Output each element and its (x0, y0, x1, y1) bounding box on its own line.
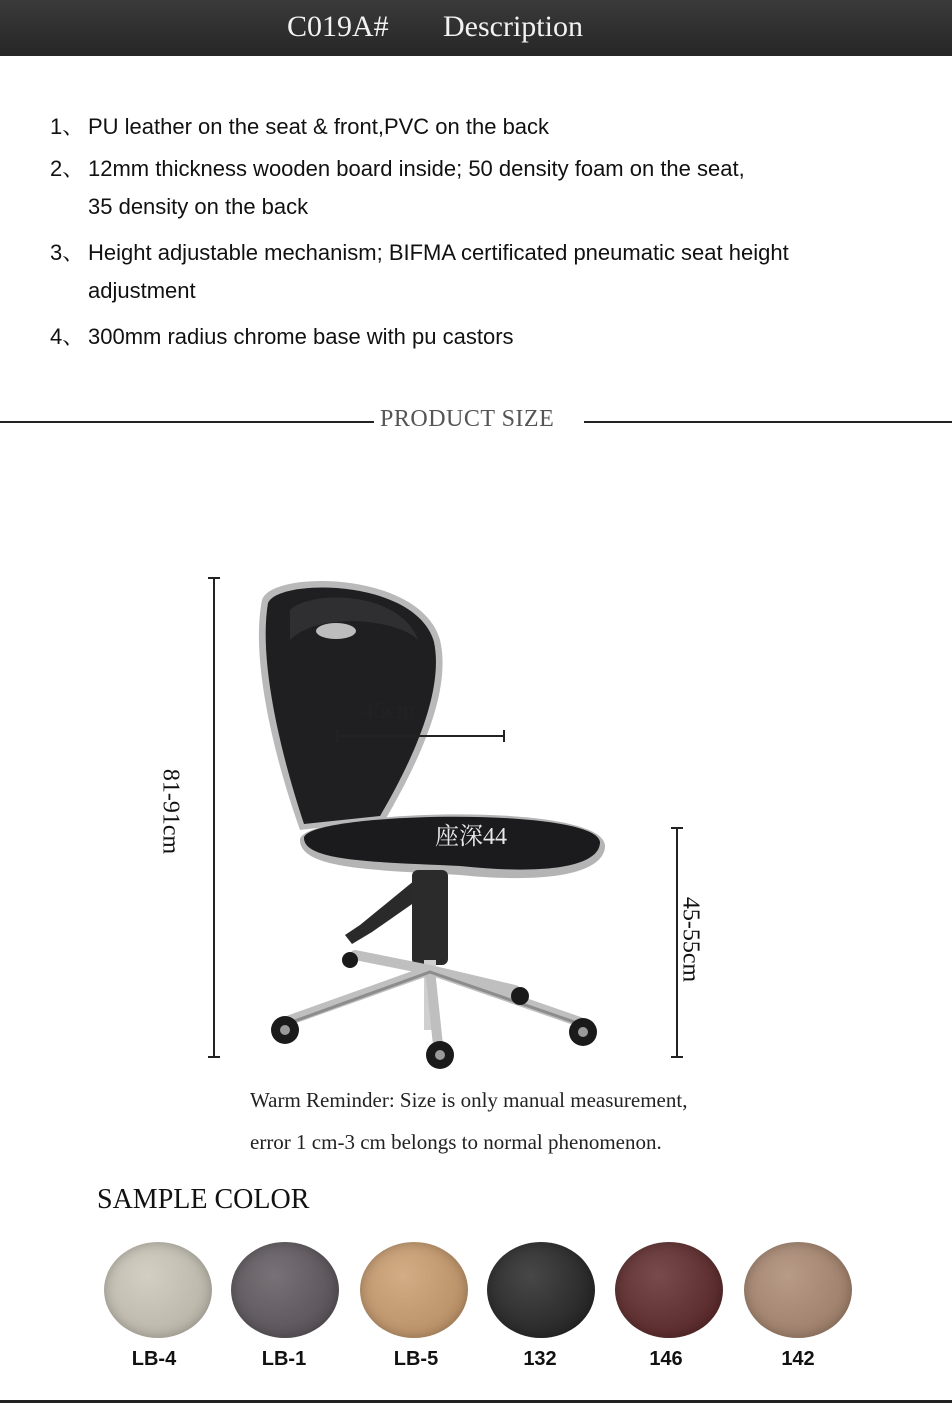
backrest-handle (316, 623, 356, 639)
reminder-line-1: Warm Reminder: Size is only manual measurement, (250, 1088, 688, 1112)
item-number: 2、 (50, 156, 85, 181)
item-text: Height adjustable mechanism; BIFMA certificated pneumatic seat height (88, 240, 789, 265)
item-number: 3、 (50, 240, 85, 265)
seat-height-label: 45-55cm (677, 896, 704, 983)
bottom-divider (0, 1400, 952, 1403)
color-swatch[interactable] (104, 1242, 212, 1338)
color-swatch[interactable] (615, 1242, 723, 1338)
item-text-continued: adjustment (88, 278, 196, 303)
seat-depth-label: 座深44 (435, 824, 507, 850)
color-swatch[interactable] (231, 1242, 339, 1338)
item-number: 1、 (50, 114, 85, 139)
swatch-label: 132 (523, 1348, 557, 1370)
model-number: C019A# (287, 10, 389, 43)
total-height-label: 81-91cm (157, 768, 184, 855)
color-swatch[interactable] (487, 1242, 595, 1338)
sample-color-title: SAMPLE COLOR (97, 1184, 310, 1215)
item-text: PU leather on the seat & front,PVC on the back (88, 114, 550, 139)
item-text: 300mm radius chrome base with pu castors (88, 324, 514, 349)
swatch-label: 146 (649, 1348, 683, 1370)
swatch-label: 142 (781, 1348, 815, 1370)
swatch-label: LB-1 (261, 1348, 307, 1370)
color-swatch[interactable] (360, 1242, 468, 1338)
chrome-base (290, 955, 580, 1045)
reminder-line-2: error 1 cm-3 cm belongs to normal phenomenon. (250, 1130, 662, 1154)
page-title: Description (443, 10, 583, 43)
total-height-dimension (208, 578, 220, 1057)
product-size-title: PRODUCT SIZE (380, 406, 555, 432)
back-width-label: 45cm (362, 698, 416, 724)
swatch-label: LB-4 (131, 1348, 177, 1370)
item-text: 12mm thickness wooden board inside; 50 density foam on the seat, (88, 156, 745, 181)
item-text-continued: 35 density on the back (88, 194, 309, 219)
color-swatch[interactable] (744, 1242, 852, 1338)
swatch-label: LB-5 (393, 1348, 439, 1370)
item-number: 4、 (50, 324, 85, 349)
gas-cylinder (412, 870, 448, 965)
